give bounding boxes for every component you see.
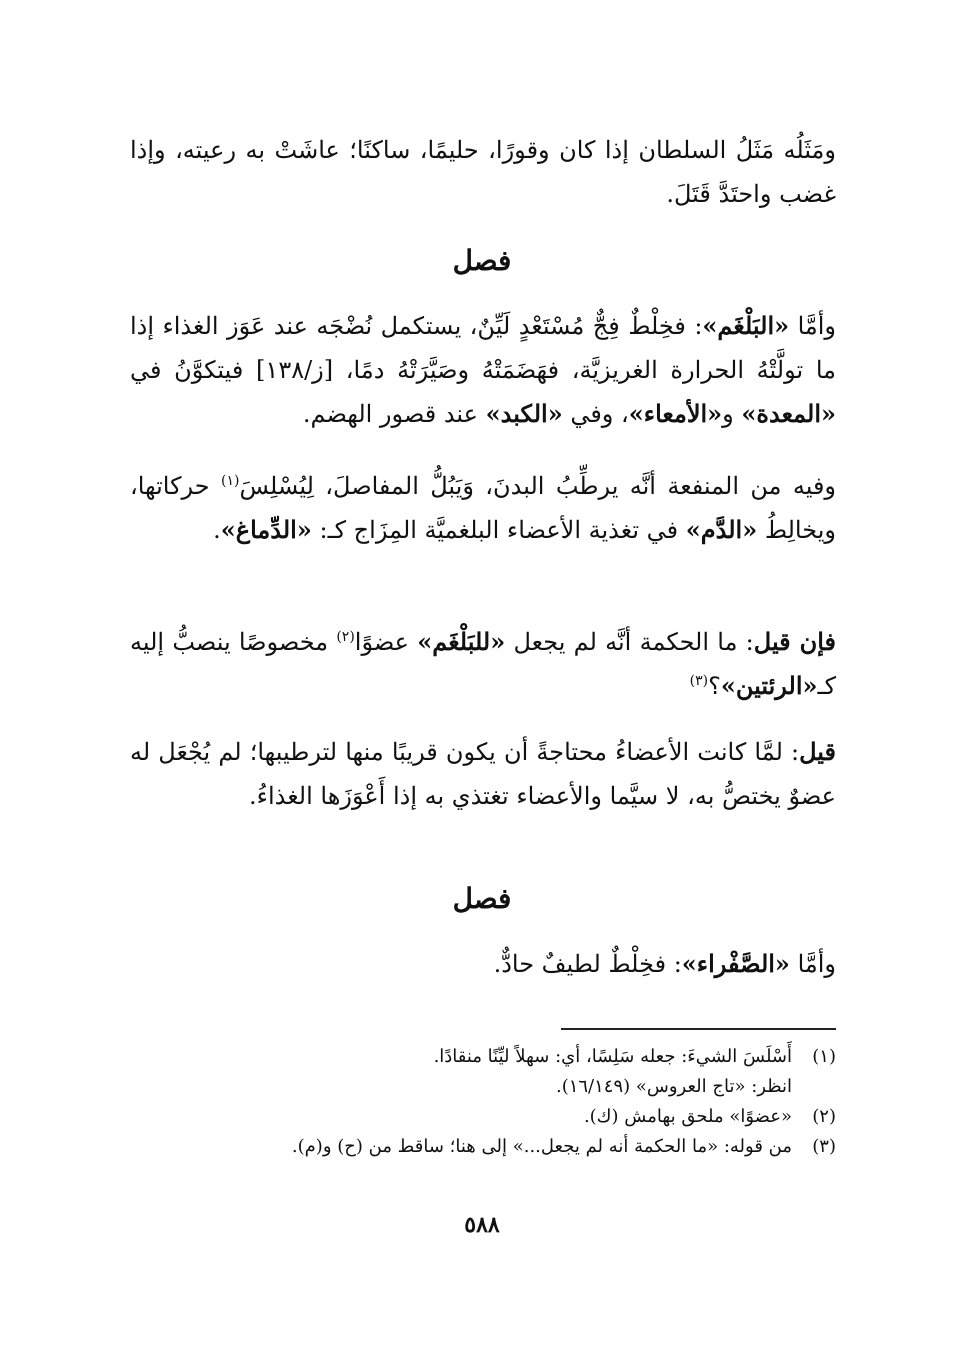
p1-text: ومَثَلُه مَثَلُ السلطان إذا كان وقورًا، حليمًا، ساكنًا؛ عاشَتْ به رعيته، وإذا غضب واحتَدَّ قَتَلَ. xyxy=(130,136,837,208)
term-safra: «الصَّفْراء» xyxy=(681,949,790,978)
footnotes xyxy=(130,1042,836,1162)
footnote-3 xyxy=(130,1132,836,1162)
term-balgham: «البَلْغَم» xyxy=(702,311,790,340)
p3-text-b: حركاتها، ويخالِطُ xyxy=(130,472,836,544)
p5-text-b: : لمَّا كانت الأعضاءُ محتاجةً أن يكون قريبًا منها لترطيبها؛ لم يُجْعَل له عضوٌ يختصُّ به، لا سيَّما والأعضاء تغتذي به إذا أَعْوَزَها الغذاءُ. xyxy=(130,738,836,810)
paragraph-1 xyxy=(130,128,836,216)
footnote-ref-2[interactable]: (٢) xyxy=(336,629,355,645)
p3-text-f: . xyxy=(213,516,221,544)
p2-text-g: ، وفي xyxy=(562,400,629,428)
p4-text-b: : ما الحكمة أنَّه لم يجعل xyxy=(505,628,754,656)
footnote-1 xyxy=(130,1042,836,1072)
footnote-text: أَسْلَسَ الشيءَ: جعله سَلِسًا، أي: سهلاً ليِّنًا منقادًا. xyxy=(433,1046,792,1067)
p4-text-d: عضوًا xyxy=(354,628,418,656)
p3-text-d: في تغذية الأعضاء البلغميَّة المِزَاج كـ: xyxy=(311,516,686,544)
p2-text-c: : فخِلْطٌ فِجٌّ مُسْتَعْدٍ لَيِّنٌ، يستكمل نُضْجَه عند عَوَز الغذاء إذا ما تولَّتْهُ الحرارة الغريزيَّة، فهَضَمَتْهُ وصَيَّرَتْهُ دمًا، [ز/١٣٨] فيتكوَّنُ في xyxy=(130,312,836,384)
paragraph-6 xyxy=(130,942,836,986)
p4-text-g: ؟ xyxy=(708,672,721,700)
answer-lead: قيل xyxy=(799,737,836,766)
p4-text-e: مخصوصًا ينصبُّ إليه كـ xyxy=(130,628,836,700)
footnote-divider xyxy=(561,1028,836,1030)
p2-text-e: و xyxy=(722,400,742,428)
p6-text-a: وأمَّا xyxy=(789,950,836,978)
paragraph-2 xyxy=(130,304,836,436)
paragraph-5 xyxy=(130,730,836,818)
footnote-number: (١) xyxy=(812,1046,836,1067)
section-heading-1: فصل xyxy=(452,244,512,277)
footnote-number: (٣) xyxy=(812,1136,836,1157)
footnote-ref-1[interactable]: (١) xyxy=(220,473,240,489)
paragraph-4 xyxy=(130,620,836,708)
term-brain: «الدِّماغ» xyxy=(220,515,312,544)
page-number: ٥٨٨ xyxy=(464,1212,500,1238)
p2-text-i: عند قصور الهضم. xyxy=(302,400,486,428)
term-intestines: «الأمعاء» xyxy=(628,399,723,428)
term-stomach: «المعدة» xyxy=(741,399,836,428)
footnote-text: «عضوًا» ملحق بهامش (ك). xyxy=(583,1106,792,1127)
footnote-1-continuation: انظر: «تاج العروس» (١٦/١٤٩). xyxy=(555,1076,792,1097)
footnote-text: من قوله: «ما الحكمة أنه لم يجعل...» إلى هنا؛ ساقط من (ح) و(م). xyxy=(291,1136,792,1157)
p6-text-c: : فخِلْطٌ لطيفٌ حادٌّ. xyxy=(493,950,682,978)
footnote-number: (٢) xyxy=(812,1106,836,1127)
term-liver: «الكبد» xyxy=(485,399,563,428)
p2-text-a: وأمَّا xyxy=(789,312,836,340)
footnote-ref-3[interactable]: (٣) xyxy=(689,673,709,689)
paragraph-3 xyxy=(130,464,836,552)
question-lead: فإن قيل xyxy=(753,627,837,656)
p3-text-a: وفيه من المنفعة أنَّه يرطِّبُ البدنَ، وَيَبُلُّ المفاصلَ، لِيُسْلِسَ xyxy=(239,472,836,500)
section-heading-2: فصل xyxy=(452,882,512,915)
term-lungs: «الرئتين» xyxy=(720,671,818,700)
term-blood: «الدَّم» xyxy=(685,515,758,544)
term-lilbalgham: «للبَلْغَم» xyxy=(417,627,506,656)
footnote-2 xyxy=(130,1102,836,1132)
